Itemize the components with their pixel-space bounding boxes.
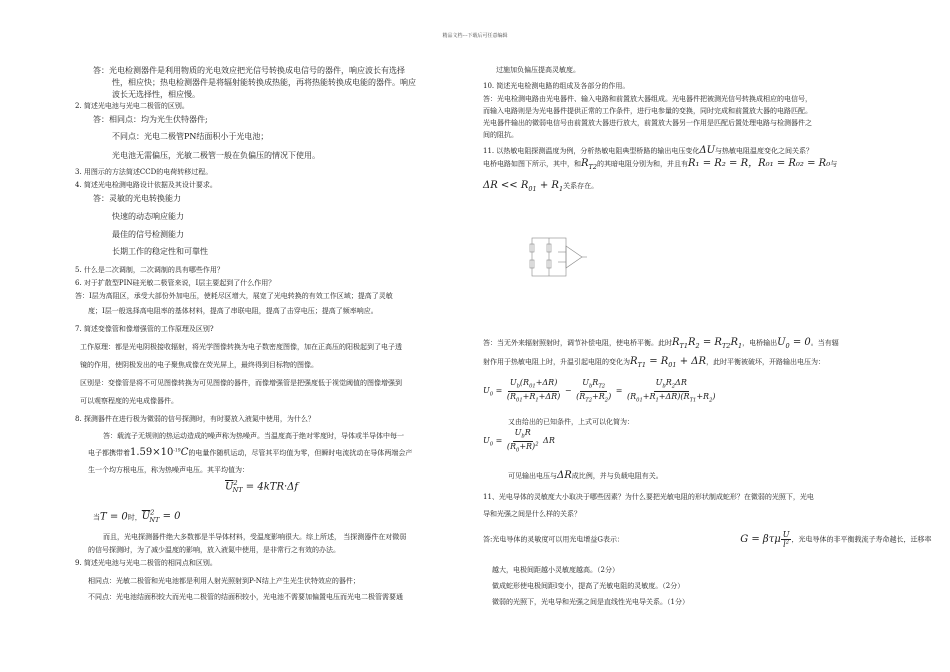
q2-same: 答：相同点：均为光生伏特器件;: [93, 115, 208, 124]
q2-diff1: 不同点：光电二极管PN结面积小于光电池；: [112, 132, 269, 141]
bridge-circuit-diagram: [528, 232, 588, 282]
q6-a1: 答：I层为高阻区，承受大部份外加电压，使耗尽区增大，展宽了光电转换的有效工作区域；提高了灵敏: [75, 292, 393, 300]
a1-line3: 波长无选择性，相应慢。: [112, 90, 200, 99]
a1-line2: 性，相应快；热电检测器件是将辐射能转换成热能，再将热能转换成电能的器件。响应: [112, 78, 416, 87]
q4-b: 快速的动态响应能力: [112, 212, 184, 221]
q9: 9. 简述光电池与光电二极管的相同点和区别。: [75, 559, 217, 567]
q7-a4: 可以观察程度的光电成像器件。: [80, 397, 178, 405]
q11-c: $\Delta R << R_{01} + R_1$关系存在。: [483, 180, 599, 193]
ans-line2: 射作用于热敏电阻上时，升温引起电阻的变化为$R_{T1} = R_{01} + \Delta R$，此时平衡被破坏，开路输出电压为：: [483, 356, 826, 369]
q10-a4: 间的阻抗。: [483, 131, 518, 139]
q11b: 11、光电导体的灵敏度大小取决于哪些因素？为什么要把光敏电阻的形状制成蛇形？在微弱的光照下，光电: [483, 493, 814, 501]
r1: 过施加负偏压提高灵敏度。: [496, 66, 580, 74]
q11b-2: 导和光强之间是什么样的关系？: [483, 510, 581, 518]
q3: 3. 用图示的方法简述CCD的电荷转移过程。: [75, 168, 213, 176]
q10-a1: 答：光电检测电路由光电器件、输入电路和前置放大器组成。光电器件把被测光信号转换成相应的电信号，: [483, 95, 812, 103]
q4-d: 长期工作的稳定性和可靠性: [112, 247, 208, 256]
q8-a2: 电子都携带着$1.59\times 10^{-19}C$的电量作随机运动，尽管其平均值为零，但瞬时电流扰动在导体两端会产: [88, 447, 413, 458]
also-given: 又由给出的已知条件，上式可以化简为：: [508, 418, 634, 426]
q8-a5: 的信号探测时，为了减少温度的影响，放入液氮中使用，是非常行之有效的办法。: [88, 546, 340, 554]
q5: 5. 什么是二次调制，二次调制的具有哪些作用？: [75, 266, 224, 274]
q4-c: 最佳的信号检测能力: [112, 230, 184, 239]
q10-a2: 而输入电路则是为光电器件提供正常的工作条件，进行电参量的变换，同时完成和前置放大器的电路匹配。: [483, 107, 812, 115]
q4-a: 答：灵敏的光电转换能力: [93, 194, 181, 203]
q8: 8. 探测器件在进行极为微弱的信号探测时，有时要放入液氮中使用，为什么？: [75, 415, 315, 423]
q7-a2: 镜的作用，使阴极发出的电子聚焦成像在荧光屏上，最终得到目标物的图像。: [80, 361, 318, 369]
a1-line1: 答：光电检测器件是利用物质的光电效应把光信号转换成电信号的器件，响应波长有选择: [93, 66, 405, 75]
q6: 6. 对于扩散型PIN硅光敏二极管来说，I层主要起到了什么作用？: [75, 279, 276, 287]
q7-a3: 区别是：变像管是将不可见图像转换为可见图像的器件，而像增强管是把强度低于视觉阈值的图像增强到: [80, 379, 402, 387]
ans3-line3: 做成蛇形使电极间距l变小，提高了光敏电阻的灵敏度。（2分）: [492, 582, 685, 590]
ans3-line4: 微弱的光照下，光电导和光强之间是直线性光电导关系。（1分）: [492, 598, 689, 606]
ans-line1: 答：当无外来辐射照射时，调节补偿电阻，使电桥平衡。此时$R_{T1}R_2 = R_{T2}R_1$，电桥输出$U_0 = 0$。当有辐: [483, 337, 839, 350]
q11: 11. 以热敏电阻探测温度为例，分析热敏电阻典型桥路的输出电压变化ΔU与热敏电阻温度变化之间关系？: [483, 145, 814, 156]
page-header: 精品文档---下载后可任意编辑: [442, 33, 508, 39]
q9-a2: 不同点：光电池结面积较大而光电二极管的结面积较小，光电池不需要加偏置电压而光电二极管需要通: [88, 593, 403, 601]
q6-a2: 度；I层一般选择高电阻率的基体材料，提高了串联电阻，提高了击穿电压；提高了频率响应。: [88, 307, 378, 315]
q8-when: 当T = 0时，$\overline{U}^2_{NT} = 0$: [93, 509, 181, 525]
q2: 2. 简述光电池与光电二极管的区别。: [75, 102, 189, 110]
ans3-line1: 答:光电导体的灵敏度可以用光电增益G表示： G = βτμ $\frac{U}{l^2}$ ，光电导体的非平衡载流子寿命越长，迁移率: [483, 530, 932, 550]
q10-a3: 光电器件输出的微弱电信号由前置放大器进行放大，前置放大器另一作用是匹配后置处理电路与检测器件之: [483, 119, 812, 127]
q8-formula: $\overline{U}^2_{NT} = 4kTR\cdot\Delta f$: [225, 479, 299, 495]
ans3-line2: 越大，电极间距越小灵敏度越高。（2分）: [492, 566, 619, 574]
q9-a1: 相同点：光敏二极管和光电池都是利用人射光照射到P-N结上产生光生伏特效应的器件；: [88, 577, 360, 585]
ans-formula-full: $U_0$ = $\frac{U_b(R_{01}+\Delta R)}{(R_{01}+R_1+\Delta R)}$ − $\frac{U_bR_{T2}}{(R_{T2}+R_2)}$ = $\frac{U_bR_2\Delta R}{(R_{01}+R_1+\Delta R)(R_{T1}+R_2)}$: [483, 378, 716, 404]
q8-a1: 答：载流子无规则的热运动造成的噪声称为热噪声。当温度高于绝对零度时，导体或半导体中每一: [103, 432, 404, 440]
ans-formula-simplified: $U_0$ = $\frac{U_bR}{(R_0+R)^2}$ ΔR: [483, 428, 555, 454]
q11-b: 电桥电路如图下所示，其中，和$R_{T2}$的其暗电阻分别为和，并且有R₁ = R₂ = R，R₀₁ = R₀₂ = R₀与: [483, 158, 838, 171]
q2-diff2: 光电池无需偏压，光敏二极管一般在负偏压的情况下使用。: [112, 151, 320, 160]
q4: 4. 简述光电检测电路设计依据及其设计要求。: [75, 181, 217, 189]
q7-a1: 工作原理：都是光电阴极接收辐射，将光学图像转换为电子数密度图像，加在正高压的阳极起到了电子透: [80, 343, 402, 351]
q8-a4: 而且，光电探测器件绝大多数都是半导体材料，受温度影响很大。综上所述， 当探测器件在对微弱: [103, 533, 407, 541]
q7: 7. 简述变像管和像增强管的工作原理及区别?: [75, 325, 214, 333]
conclusion: 可见输出电压与ΔR成比例，并与负载电阻有关。: [508, 470, 663, 481]
q8-a3: 生一个均方根电压，称为热噪声电压。其平均值为：: [88, 466, 249, 474]
q10: 10. 简述光电检测电路的组成及各部分的作用。: [483, 82, 630, 90]
